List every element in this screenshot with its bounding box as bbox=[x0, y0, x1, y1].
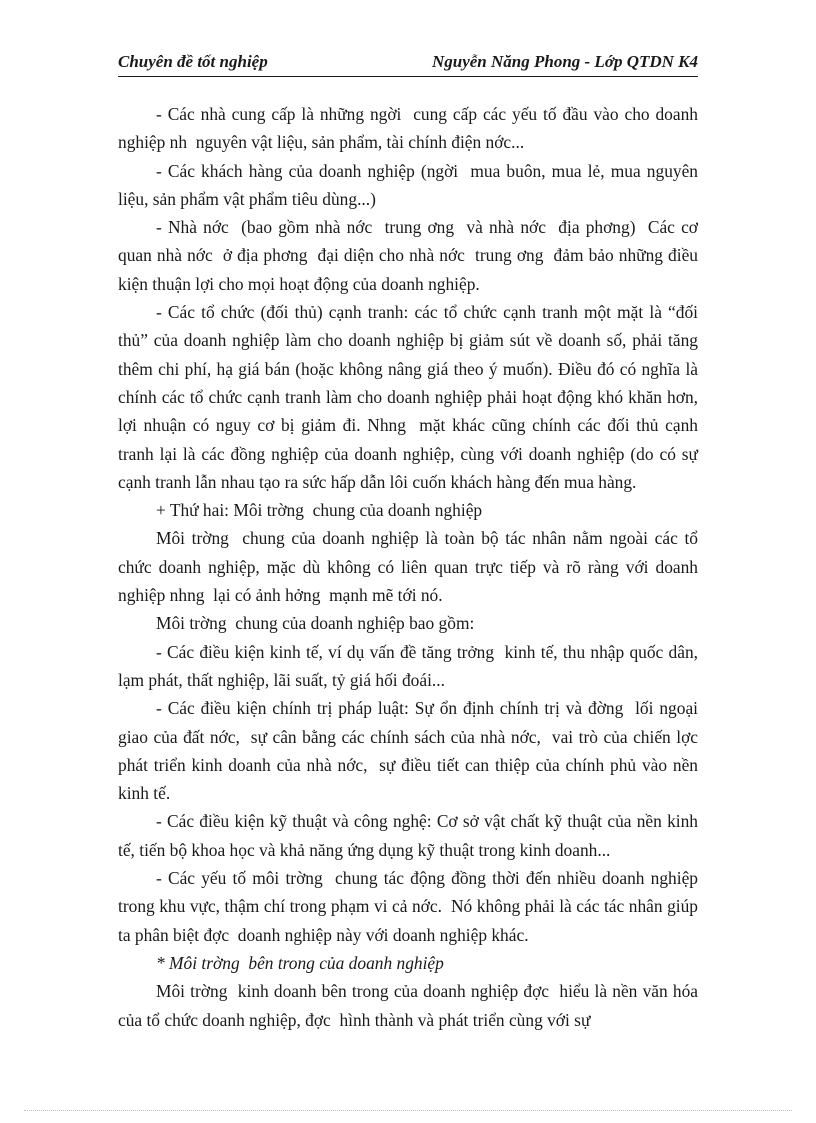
paragraph-general-factors: - Các yếu tố môi trờng chung tác động đồng thời đến nhiều doanh nghiệp trong khu vực, thậm chí trong phạm vi cả nớc. Nó không phải là các tác nhân giúp ta phân biệt đợc doanh nghiệp này với doanh nghiệp khác. bbox=[118, 868, 703, 945]
paragraph-internal-environment: Môi trờng kinh doanh bên trong của doanh nghiệp đợc hiểu là nền văn hóa của tổ chức doanh nghiệp, đợc hình thành và phát triển cùng với sự bbox=[118, 981, 703, 1030]
paragraph-suppliers: - Các nhà cung cấp là những ngời cung cấp các yếu tố đầu vào cho doanh nghiệp nh nguyên vật liệu, sản phẩm, tài chính điện nớc... bbox=[118, 104, 703, 153]
footer-divider bbox=[24, 1110, 792, 1111]
section-heading-internal-environment: * Môi trờng bên trong của doanh nghiệp bbox=[156, 952, 444, 973]
paragraph-general-includes: Môi trờng chung của doanh nghiệp bao gồm: bbox=[156, 613, 475, 634]
header-author: Nguyễn Năng Phong - Lớp QTDN K4 bbox=[431, 52, 698, 71]
paragraph-customers: - Các khách hàng của doanh nghiệp (ngời mua buôn, mua lẻ, mua nguyên liệu, sản phẩm vật phẩm tiêu dùng...) bbox=[118, 160, 703, 209]
paragraph-heading-general-environment: + Thứ hai: Môi trờng chung của doanh nghiệp bbox=[156, 500, 483, 521]
paragraph-political: - Các điều kiện chính trị pháp luật: Sự ổn định chính trị và đờng lối ngoại giao của đất nớc, sự cân bằng các chính sách của nhà nớc, vai trò của chiến lợc phát triển kinh doanh của nhà nớc, sự điều tiết can thiệp của chính phủ vào nền kinh tế. bbox=[118, 698, 707, 804]
document-body bbox=[118, 100, 707, 1034]
paragraph-technical: - Các điều kiện kỹ thuật và công nghệ: Cơ sở vật chất kỹ thuật của nền kinh tế, tiến bộ khoa học và khả năng ứng dụng kỹ thuật trong kinh doanh... bbox=[118, 811, 703, 860]
paragraph-economic: - Các điều kiện kinh tế, ví dụ vấn đề tăng trởng kinh tế, thu nhập quốc dân, lạm phát, thất nghiệp, lãi suất, tỷ giá hối đoái... bbox=[118, 641, 703, 690]
paragraph-competitors: - Các tổ chức (đối thủ) cạnh tranh: các tổ chức cạnh tranh một mặt là “đối thủ” của doanh nghiệp làm cho doanh nghiệp bị giảm sút về doanh số, phải tăng thêm chi phí, hạ giá bán (hoặc không nâng giá theo ý muốn). Điều đó có nghĩa là chính các tổ chức cạnh tranh làm cho doanh nghiệp phải hoạt động khó khăn hơn, lợi nhuận có nguy cơ bị giảm đi. Nhng mặt khác cũng chính các đối thủ cạnh tranh lại là các đồng nghiệp của doanh nghiệp, cùng với doanh nghiệp (do có sự cạnh tranh lẫn nhau tạo ra sức hấp dẫn lôi cuốn khách hàng đến mua hàng. bbox=[118, 302, 703, 492]
paragraph-state: - Nhà nớc (bao gồm nhà nớc trung ơng và nhà nớc địa phơng) Các cơ quan nhà nớc ở địa phơng đại diện cho nhà nớc trung ơng đảm bảo những điều kiện thuận lợi cho mọi hoạt động của doanh nghiệp. bbox=[118, 217, 703, 294]
paragraph-general-environment: Môi trờng chung của doanh nghiệp là toàn bộ tác nhân nằm ngoài các tổ chức doanh nghiệp, mặc dù không có liên quan trực tiếp và rõ ràng với doanh nghiệp nhng lại có ảnh hởng mạnh mẽ tới nó. bbox=[118, 528, 703, 606]
header-title: Chuyên đề tốt nghiệp bbox=[118, 52, 268, 71]
page-header bbox=[118, 52, 698, 77]
